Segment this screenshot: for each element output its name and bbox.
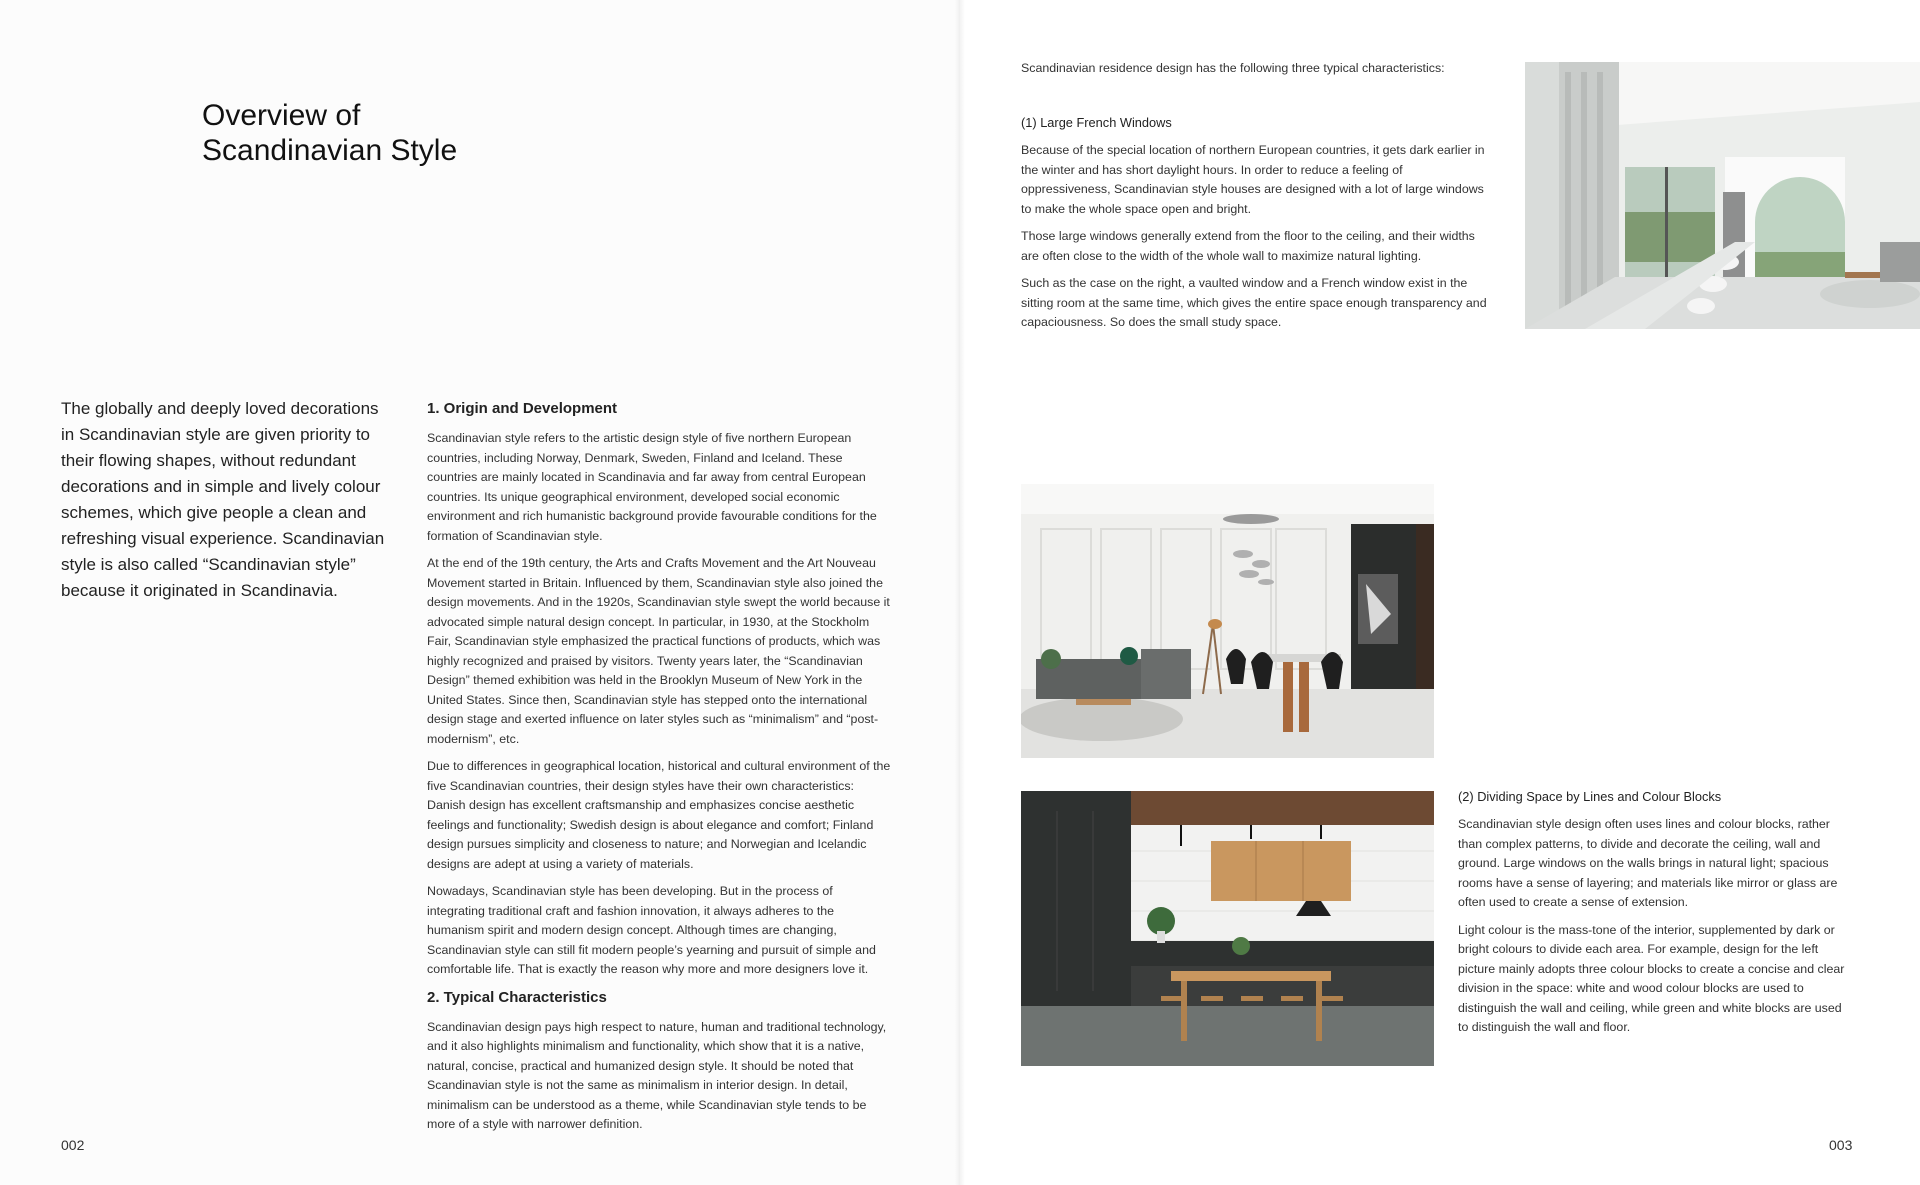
dining-room-photo xyxy=(1021,484,1434,758)
characteristics-intro: Scandinavian residence design has the following three typical characteristics: xyxy=(1021,61,1445,75)
characteristic-1-paragraph-1: Because of the special location of northern European countries, it gets dark earlier in the winter and has short daylight hours. In order to reduce a feeling of oppressiveness, Scandinavian style houses are designed with a lot of large windows to make the whole space open and bright. xyxy=(1021,143,1485,216)
section-1-paragraph-3: Due to differences in geographical location, historical and cultural environment of the five Scandinavian countries, their design styles have their own characteristics: Danish design has excellent craftsmanship and emphasizes concise aesthetic feelings and functionality; Swedish design is about elegance and comfort; Finland design pursues simplicity and closeness to nature; and Norwegian and Icelandic designs are adept at using a variety of materials. xyxy=(427,759,891,871)
characteristic-2 xyxy=(1458,788,1853,1046)
title-line-1: Overview of xyxy=(202,99,361,132)
kitchen-photo xyxy=(1021,791,1434,1066)
main-text-column xyxy=(427,399,892,1143)
section-1-paragraph-1: Scandinavian style refers to the artistic design style of five northern European countries, including Norway, Denmark, Sweden, Finland and Iceland. These countries are mainly located in Scandinavia and far away from central European countries. Its unique geographical environment, developed social economic environment and rich humanistic background provide favourable conditions for the formation of Scandinavian style. xyxy=(427,431,877,543)
section-1-heading: 1. Origin and Development xyxy=(427,400,618,417)
characteristic-1-paragraph-2: Those large windows generally extend from the floor to the ceiling, and their widths are often close to the width of the whole wall to maximize natural lighting. xyxy=(1021,229,1475,263)
characteristic-1-paragraph-3: Such as the case on the right, a vaulted window and a French window exist in the sitting room at the same time, which gives the entire space enough transparency and capaciousness. So does the small study space. xyxy=(1021,276,1487,329)
characteristic-1 xyxy=(1021,114,1491,341)
living-room-photo xyxy=(1525,62,1920,329)
page-number-right: 003 xyxy=(1829,1137,1853,1153)
page-title xyxy=(202,98,457,168)
characteristic-1-heading: (1) Large French Windows xyxy=(1021,115,1172,130)
section-1-paragraph-4: Nowadays, Scandinavian style has been developing. But in the process of integrating traditional craft and fashion innovation, it always adheres to the humanism spirit and modern design concept. Although times are changing, Scandinavian style can still fit modern people’s yearning and pursuit of simple and comfortable life. That is exactly the reason why more and more designers love it. xyxy=(427,884,876,976)
characteristic-2-heading: (2) Dividing Space by Lines and Colour Blocks xyxy=(1458,789,1722,804)
intro-paragraph: The globally and deeply loved decorations in Scandinavian style are given priority to their flowing shapes, without redundant decorations and in simple and lively colour schemes, which give people a clean and refreshing visual experience. Scandinavian style is also called “Scandinavian style” because it originated in Scandinavia. xyxy=(61,399,385,600)
section-1-paragraph-2: At the end of the 19th century, the Arts and Crafts Movement and the Art Nouveau Movement started in Britain. Influenced by them, Scandinavian style also joined the design movements. And in the 1920s, Scandinavian style swept the world because it advocated simple natural design concept. In particular, in 1930, at the Stockholm Fair, Scandinavian style emphasized the practical functions of products, which was highly recognized and praised by visitors. Twenty years later, the “Scandinavian Design” themed exhibition was held in the Brooklyn Museum of New York in the United States. Since then, Scandinavian style has stepped onto the international design stage and exerted influence on later styles such as “minimalism” and “post-modernism”, etc. xyxy=(427,556,890,746)
title-line-2: Scandinavian Style xyxy=(202,134,458,167)
page-number-left: 002 xyxy=(61,1137,85,1153)
section-2-heading: 2. Typical Characteristics xyxy=(427,988,607,1006)
book-gutter xyxy=(955,0,965,1185)
section-2-paragraph-1: Scandinavian design pays high respect to nature, human and traditional technology, and it also highlights minimalism and functionality, which show that it is a native, natural, concise, practical and humanized design style. It should be noted that Scandinavian style is not the same as minimalism in interior design. In detail, minimalism can be understood as a theme, while Scandinavian style tends to be more of a style with narrower definition. xyxy=(427,1019,887,1131)
characteristic-2-paragraph-2: Light colour is the mass-tone of the interior, supplemented by dark or bright colours to divide each area. For example, design for the left picture mainly adopts three colour blocks to create a concise and clear division in the space: white and wood colour blocks are used to distinguish the wall and ceiling, while green and white blocks are used to distinguish the wall and floor. xyxy=(1458,922,1845,1034)
characteristic-2-paragraph-1: Scandinavian style design often uses lines and colour blocks, rather than complex patterns, to divide and decorate the ceiling, wall and ground. Large windows on the walls brings in natural light; spacious rooms have a sense of layering; and materials like mirror or glass are often used to create a sense of extension. xyxy=(1458,817,1838,909)
